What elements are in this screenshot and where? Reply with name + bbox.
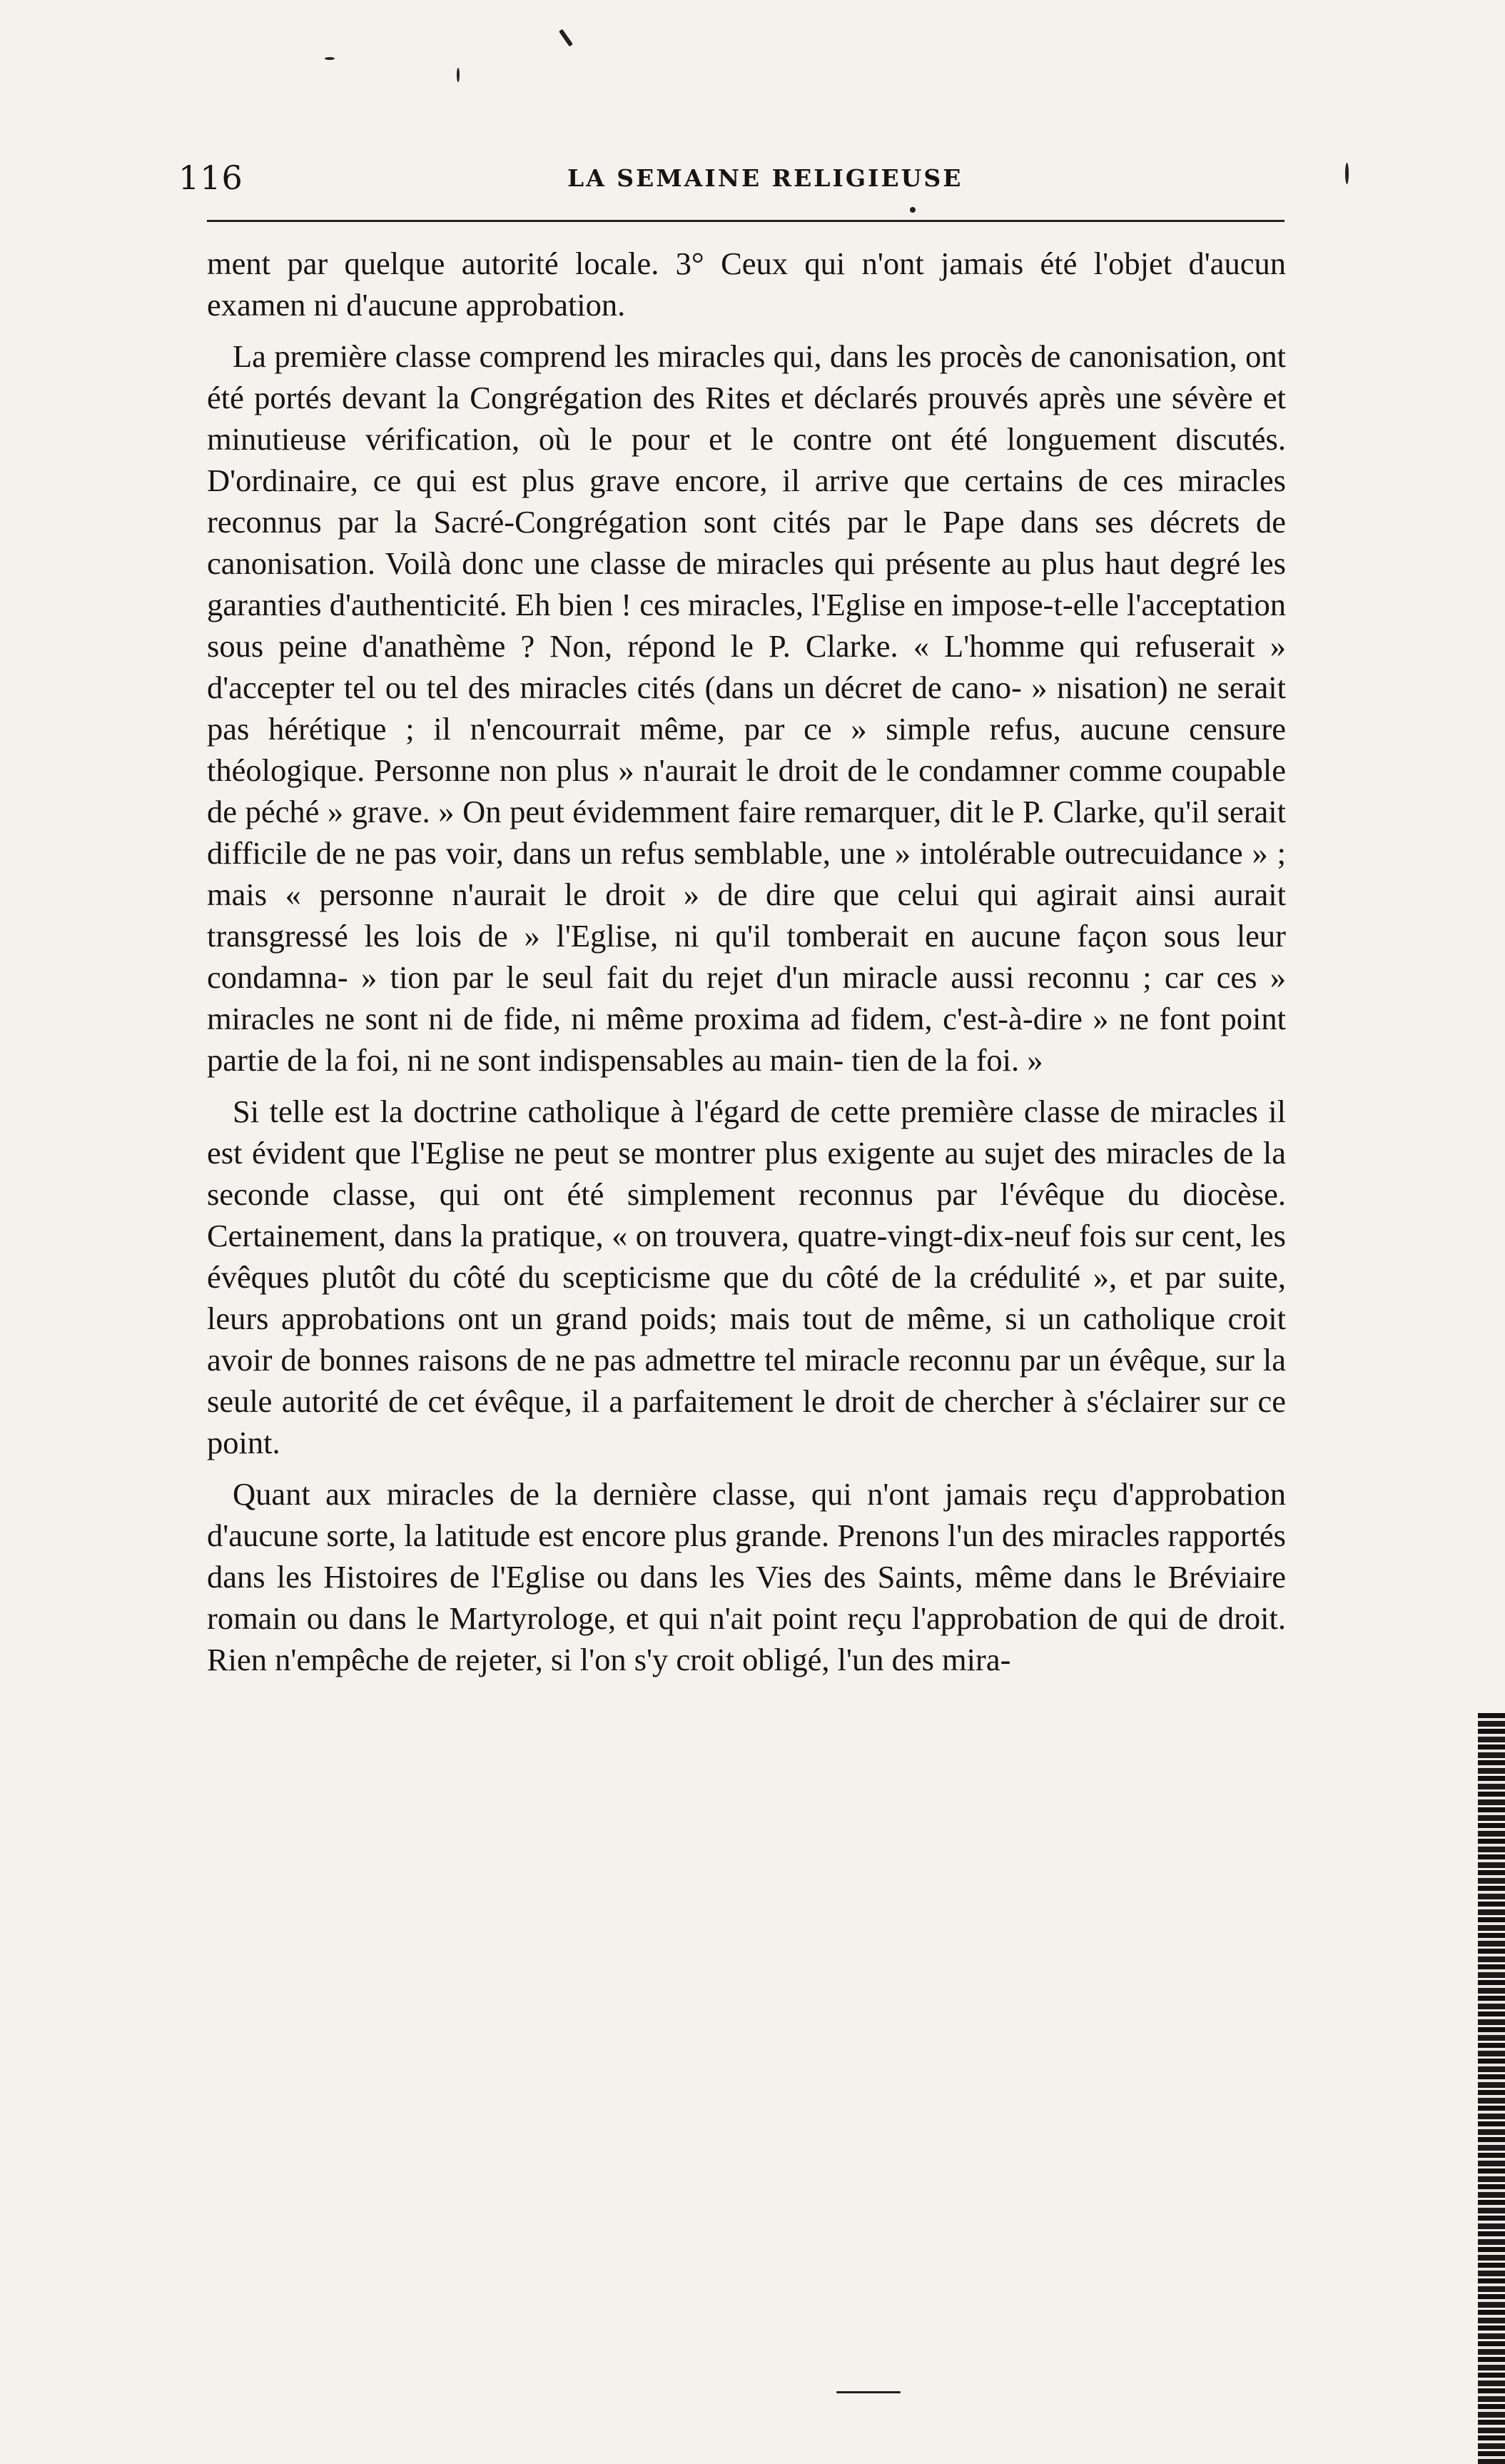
binding-edge [1478, 1713, 1505, 2464]
paragraph-4: Quant aux miracles de la dernière classe, qui n'ont jamais reçu d'approbation d'aucune sorte, la latitude est encore plus grande. Prenons l'un des miracles rapportés dans les Histoires de l'Eglise ou dans les Vies des Saints, même dans le Bréviaire romain ou dans le Martyrologe, et qui n'ait point reçu l'approbation de qui de droit. Rien n'empêche de rejeter, si l'on s'y croit obligé, l'un des mira- [207, 1476, 1286, 1677]
paragraph-3: Si telle est la doctrine catholique à l'égard de cette première classe de miracles il est évident que l'Eglise ne peut se montrer plus exigente au sujet des miracles de la seconde classe, qui ont été simplement reconnus par l'évêque du diocèse. Certainement, dans la pratique, « on trouvera, quatre-vingt-dix-neuf fois sur cent, les évêques plutôt du côté du scepticisme que du côté de la crédulité », et par suite, leurs approbations ont un grand poids; mais tout de même, si un catholique croit avoir de bonnes raisons de ne pas admettre tel miracle reconnu par un évêque, sur la seule autorité de cet évêque, il a parfaitement le droit de chercher à s'éclairer sur ce point. [207, 1094, 1286, 1460]
paragraph-2: La première classe comprend les miracles qui, dans les procès de canonisation, ont été portés devant la Congrégation des Rites et déclarés prouvés après une sévère et minutieuse vérification, où le pour et le contre ont été longuement discutés. D'ordinaire, ce qui est plus grave encore, il arrive que certains de ces miracles reconnus par la Sacré-Congrégation sont cités par le Pape dans ses décrets de canonisation. Voilà donc une classe de miracles qui présente au plus haut degré les garanties d'authenticité. Eh bien ! ces miracles, l'Eglise en impose-t-elle l'acceptation sous peine d'anathème ? Non, répond le P. Clarke. « L'homme qui refuserait » d'accepter tel ou tel des miracles cités (dans un décret de cano- » nisation) ne serait pas hérétique ; il n'encourrait même, par ce » simple refus, aucune censure théologique. Personne non plus » n'aurait le droit de le condamner comme coupable de péché » grave. » On peut évidemment faire remarquer, dit le P. Clarke, qu'il serait difficile de ne pas voir, dans un refus semblable, une » intolérable outrecuidance » ; mais « personne n'aurait le droit » de dire que celui qui agirait ainsi aurait transgressé les lois de » l'Eglise, ni qu'il tomberait en aucune façon sous leur condamna- » tion par le seul fait du rejet d'un miracle aussi reconnu ; car ces » miracles ne sont ni de fide, ni même proxima ad fidem, c'est-à-dire » ne font point partie de la foi, ni ne sont indispensables au main- tien de la foi. » [207, 338, 1286, 1078]
page-number: 116 [178, 158, 243, 197]
page-header [178, 158, 1306, 201]
ink-speck [325, 57, 335, 60]
ink-speck [1345, 163, 1349, 184]
running-head: LA SEMAINE RELIGIEUSE [567, 164, 963, 192]
ink-speck [457, 68, 460, 82]
header-rule [207, 220, 1284, 222]
ink-speck [910, 207, 916, 213]
body-text [207, 243, 1286, 1680]
paragraph-1: ment par quelque autorité locale. 3° Ceux qui n'ont jamais été l'objet d'aucun examen ni d'aucune approbation. [207, 246, 1286, 323]
ink-speck [559, 29, 573, 47]
ink-speck [836, 2391, 901, 2393]
